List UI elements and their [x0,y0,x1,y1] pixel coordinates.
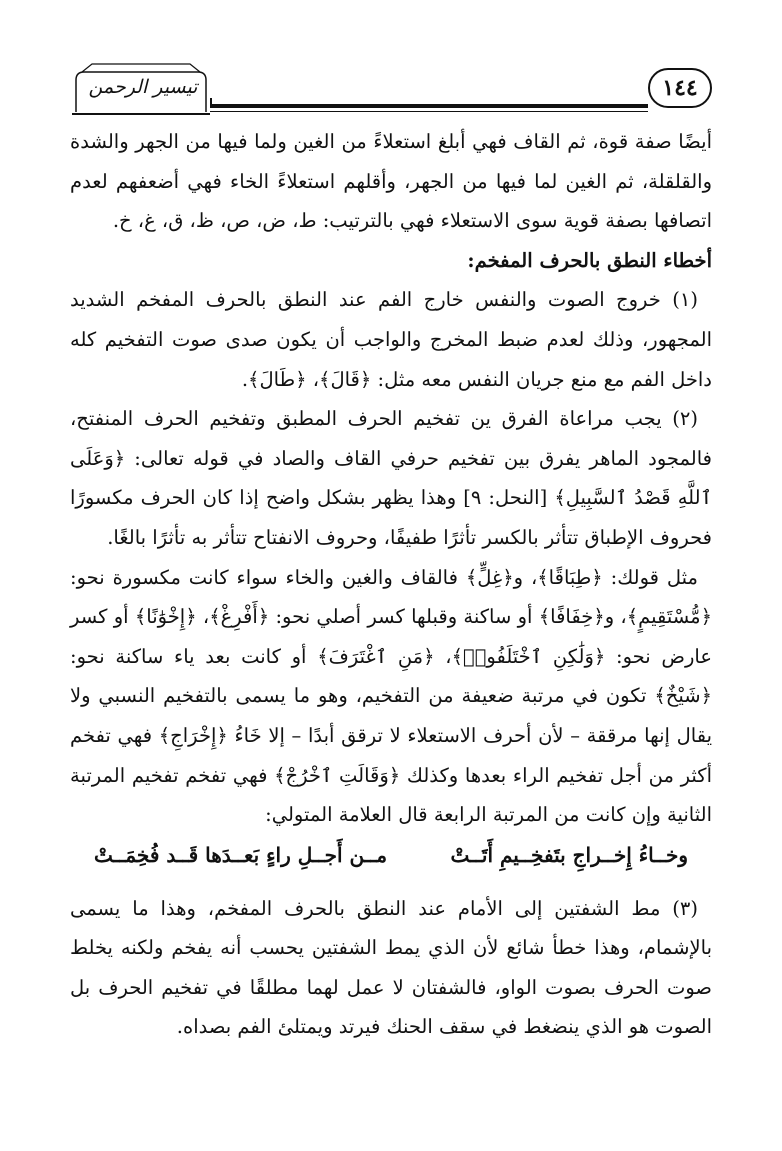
paragraph: (١) خروج الصوت والنفس خارج الفم عند النطق بالحرف المفخم الشديد المجهور، وذلك لعدم ضبط المخرج والواجب أن يكون صدى صوت التفخيم كله داخل الفم مع منع جريان النفس معه مثل: ﴿قَالَ﴾، ﴿طَالَ﴾. [70,288,712,391]
verse-first-half: وخــاءُ إِخــراجِ بتَفخِــيمِ أَتَــتْ [450,842,688,867]
paragraph: (٣) مط الشفتين إلى الأمام عند النطق بالحرف المفخم، وهذا ما يسمى بالإشمام، وهذا خطأ شائع لأن الذي يمط الشفتين يحسب أنه يفخم ولكنه يخلط صوت الحرف بصوت الواو، فالشفتان لا عمل لهما مطلقًا في تفخيم الحرف بل الصوت هو الذي ينضغط في سقف الحنك فيرتد ويمتلئ الفم بصداه. [70,896,712,1039]
book-title: تيسير الرحمن [88,76,198,98]
section-heading: أخطاء النطق بالحرف المفخم: [467,248,712,272]
header-rule [210,104,648,108]
paragraph: (٢) يجب مراعاة الفرق ين تفخيم الحرف المطبق وتفخيم الحرف المنفتح، فالمجود الماهر يفرق بين تفخيم حرفي القاف والصاد في قوله تعالى: ﴿وَعَلَى ٱللَّهِ قَصْدُ ٱلسَّبِيلِ﴾ [النحل: ٩] وهذا يظهر بشكل واضح إذا كان الحرف مكسورًا فحروف الإطباق تتأثر بالكسر تأثرًا طفيفًا، وحروف الانفتاح تتأثر به تأثرًا بالغًا. [70,407,713,549]
header-rule-thin [210,111,648,112]
page-header [70,58,712,120]
page-number: ١٤٤ [648,68,712,108]
paragraph: أيضًا صفة قوة، ثم القاف فهي أبلغ استعلاءً من الغين ولما فيها من الجهر والشدة والقلقلة، ثم الغين لما فيها من الجهر، وأقلهم استعلاءً الخاء فهي أضعفهم لعدم اتصافها بصفة قوية سوى الاستعلاء فهي بالترتيب: ط، ض، ص، ظ، ق، غ، خ. [70,130,712,233]
book-title-ornament [70,58,212,116]
verse-second-half: مــن أَجــلِ راءٍ بَعــدَها قَــد فُخِمَــتْ [94,842,388,867]
poem-verse [70,835,712,875]
paragraph: مثل قولك: ﴿طِبَاقًا﴾، و﴿غِلٍّ﴾ فالقاف والغين والخاء سواء كانت مكسورة نحو: ﴿مُّسْتَقِيمٍ﴾، و﴿خِفَافًا﴾ أو ساكنة وقبلها كسر أصلي نحو: ﴿أَفْرِغْ﴾، ﴿إِخْوَٰنًا﴾ أو كسر عارض نحو: ﴿وَلَٰكِنِ ٱخْتَلَفُوا۟﴾، ﴿مَنِ ٱغْتَرَفَ﴾ أو كانت بعد ياء ساكنة نحو: ﴿شَيْخٌ﴾ تكون في مرتبة ضعيفة من التفخيم، وهو ما يسمى بالتفخيم النسبي ولا يقال إنها مرققة – لأن أحرف الاستعلاء لا ترقق أبدًا – إلا خَاءُ ﴿إِخْرَاجِ﴾ فهي تفخم أكثر من أجل تفخيم الراء بعدها وكذلك ﴿وَقَالَتِ ٱخْرُجْ﴾ فهي تفخم تفخيم المرتبة الثانية وإن كانت من المرتبة الرابعة قال العلامة المتولي: [70,565,712,827]
page-body [70,122,712,1047]
